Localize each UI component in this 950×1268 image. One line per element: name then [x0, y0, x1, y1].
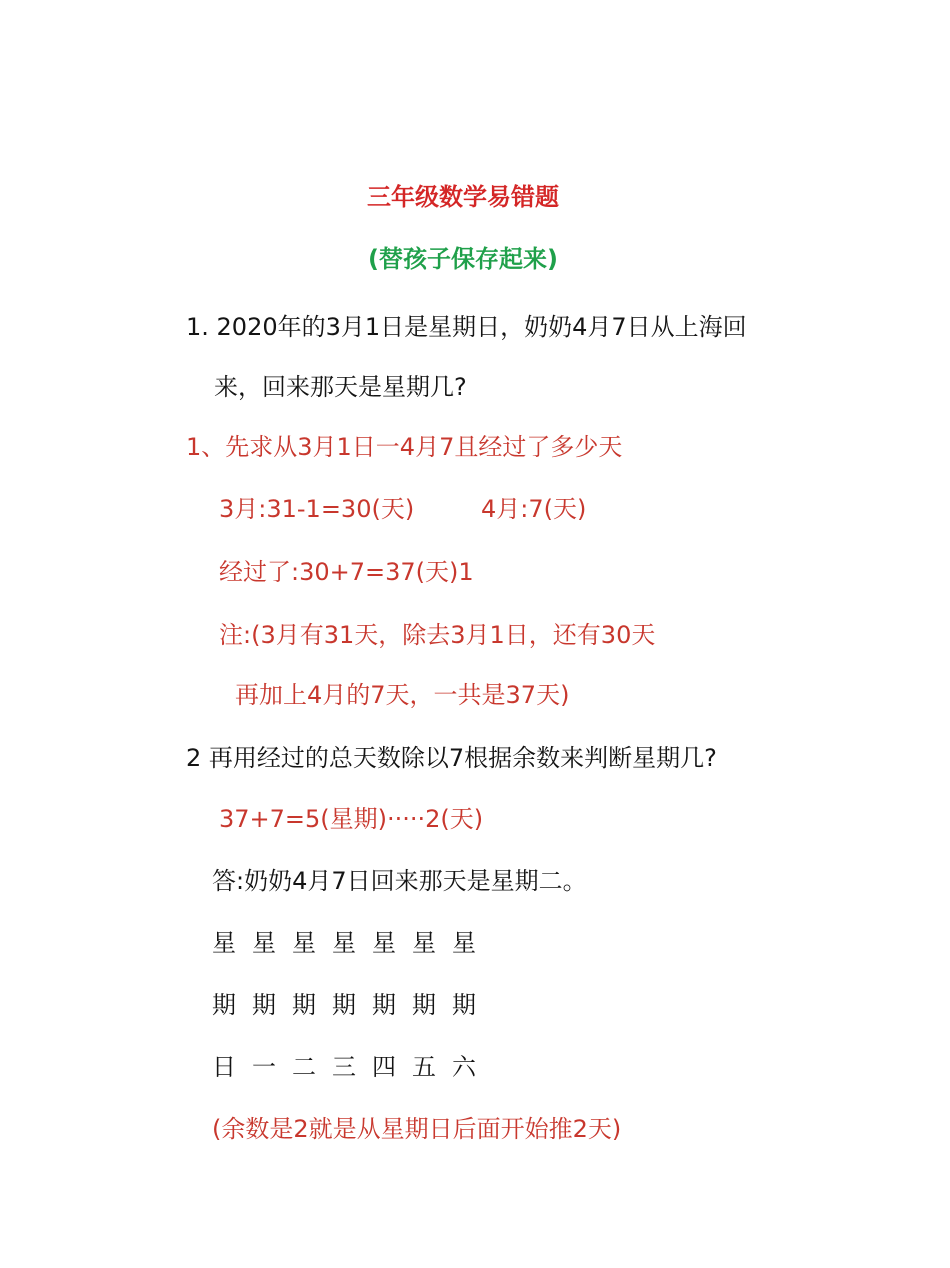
week-cell: 星	[372, 929, 396, 957]
step1-march-calc: 3月:31-1=30(天)	[219, 495, 415, 523]
week-cell: 期	[292, 991, 316, 1019]
week-cell: 三	[332, 1053, 356, 1081]
step2-heading: 2 再用经过的总天数除以7根据余数来判断星期几?	[186, 744, 717, 772]
week-cell: 期	[252, 991, 276, 1019]
week-cell: 星	[332, 929, 356, 957]
step2-division: 37+7=5(星期)·····2(天)	[219, 805, 484, 833]
step1-note-line-1: 注:(3月有31天，除去3月1日，还有30天	[219, 621, 656, 649]
week-cell: 一	[252, 1053, 276, 1081]
step1-april-calc: 4月:7(天)	[481, 495, 587, 523]
week-cell: 期	[412, 991, 436, 1019]
step1-heading: 1、先求从3月1日一4月7且经过了多少天	[186, 433, 623, 461]
week-table-row-1	[212, 928, 492, 958]
page-title: 三年级数学易错题	[367, 183, 559, 211]
page-subtitle: (替孩子保存起来)	[368, 245, 558, 273]
week-cell: 星	[212, 929, 236, 957]
week-cell: 期	[452, 991, 476, 1019]
remainder-note: (余数是2就是从星期日后面开始推2天)	[212, 1115, 622, 1143]
week-cell: 星	[292, 929, 316, 957]
week-cell: 二	[292, 1053, 316, 1081]
week-cell: 期	[332, 991, 356, 1019]
week-cell: 日	[212, 1053, 236, 1081]
week-cell: 六	[452, 1053, 476, 1081]
step1-total: 经过了:30+7=37(天)1	[219, 558, 474, 586]
step1-note-line-2: 再加上4月的7天，一共是37天)	[235, 681, 570, 709]
week-table-row-3	[212, 1052, 492, 1082]
week-cell: 星	[252, 929, 276, 957]
week-table-row-2	[212, 990, 492, 1020]
week-cell: 星	[412, 929, 436, 957]
week-cell: 五	[412, 1053, 436, 1081]
question-line-1: 1. 2020年的3月1日是星期日，奶奶4月7日从上海回	[186, 313, 747, 341]
week-cell: 四	[372, 1053, 396, 1081]
question-line-2: 来，回来那天是星期几?	[214, 373, 467, 401]
answer-line: 答:奶奶4月7日回来那天是星期二。	[212, 867, 587, 895]
week-cell: 期	[372, 991, 396, 1019]
week-cell: 星	[452, 929, 476, 957]
week-cell: 期	[212, 991, 236, 1019]
